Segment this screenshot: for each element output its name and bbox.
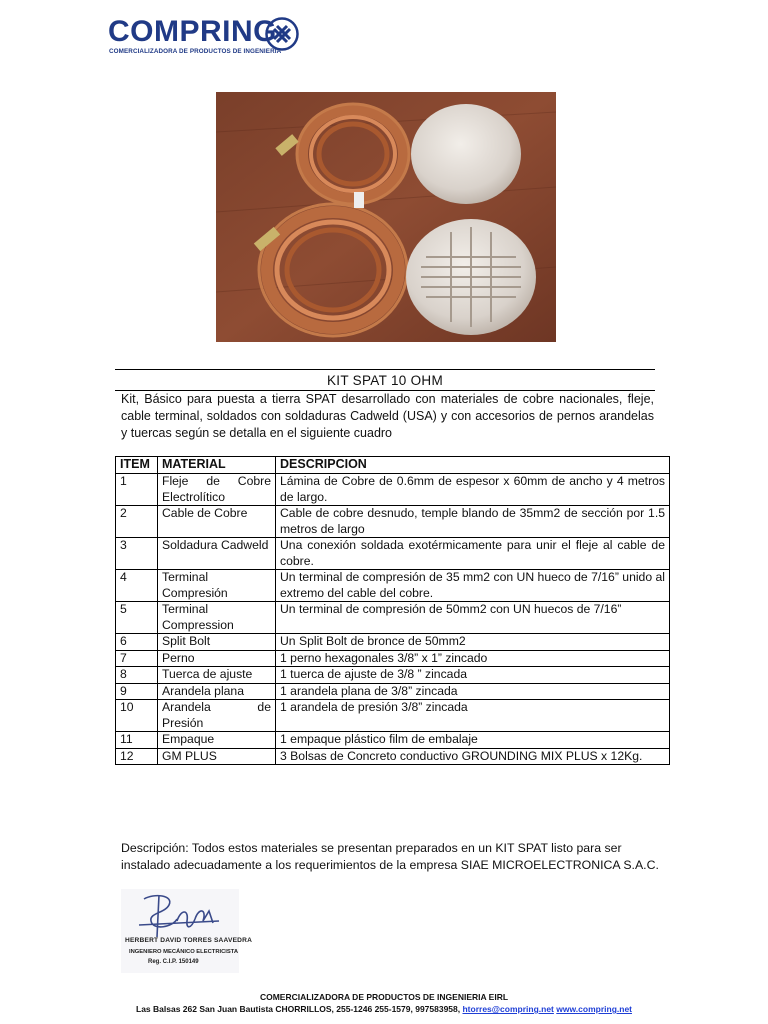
description-cell: 3 Bolsas de Concreto conductivo GROUNDING MIX PLUS x 12Kg. [276, 748, 670, 765]
table-header-row [116, 457, 670, 474]
description-cell: Lámina de Cobre de 0.6mm de espesor x 60mm de ancho y 4 metros de largo. [276, 474, 670, 506]
material-cell: GM PLUS [158, 748, 276, 765]
item-number-cell: 10 [116, 700, 158, 732]
stamp-registration: Reg. C.I.P. 150149 [148, 959, 199, 965]
description-cell: Una conexión soldada exotérmicamente para unir el fleje al cable de cobre. [276, 538, 670, 570]
table-row [116, 683, 670, 700]
header-descripcion: DESCRIPCION [276, 457, 670, 474]
material-cell: Perno [158, 650, 276, 667]
footer-company-name: COMERCIALIZADORA DE PRODUCTOS DE INGENIERIA EIRL [259, 992, 509, 1002]
table-row [116, 570, 670, 602]
header-item: ITEM [116, 457, 158, 474]
kit-title: KIT SPAT 10 OHM [326, 373, 444, 388]
footer-address-line [0, 1004, 768, 1014]
logo-knot-icon [265, 17, 299, 51]
table-row [116, 748, 670, 765]
table-row [116, 700, 670, 732]
kit-description: Kit, Básico para puesta a tierra SPAT desarrollado con materiales de cobre nacionales, fleje, cable terminal, soldados con soldaduras Cadweld (USA) y con accesorios de pernos arandelas y tuercas según se detalla en el siguiente cuadro [121, 392, 654, 440]
description-cell: Cable de cobre desnudo, temple blando de 35mm2 de sección por 1.5 metros de largo [276, 506, 670, 538]
footer-address: Las Balsas 262 San Juan Bautista CHORRILLOS, 255-1246 255-1579, 997583958, [136, 1004, 463, 1014]
signature-image [129, 891, 229, 941]
table-row [116, 667, 670, 684]
table-row [116, 634, 670, 651]
description-cell: 1 perno hexagonales 3/8” x 1” zincado [276, 650, 670, 667]
material-cell: Tuerca de ajuste [158, 667, 276, 684]
description-cell: Un terminal de compresión de 35 mm2 con UN hueco de 7/16” unido al extremo del cable del cobre. [276, 570, 670, 602]
logo-subtitle: COMERCIALIZADORA DE PRODUCTOS DE INGENIERÍA [109, 48, 282, 55]
description-cell: 1 arandela de presión 3/8” zincada [276, 700, 670, 732]
table-row [116, 538, 670, 570]
materials-table [115, 456, 670, 765]
item-number-cell: 6 [116, 634, 158, 651]
footer-website-link[interactable]: www.compring.net [556, 1004, 632, 1014]
table-row [116, 602, 670, 634]
material-cell: Cable de Cobre [158, 506, 276, 538]
description-cell: 1 empaque plástico film de embalaje [276, 732, 670, 749]
company-logo [108, 14, 308, 60]
description-cell: 1 tuerca de ajuste de 3/8 ” zincada [276, 667, 670, 684]
table-row [116, 732, 670, 749]
product-photo [216, 92, 556, 342]
stamp-title: INGENIERO MECÁNICO ELECTRICISTA [129, 949, 239, 955]
material-cell: Fleje de Cobre Electrolítico [158, 474, 276, 506]
item-number-cell: 3 [116, 538, 158, 570]
top-rule [115, 369, 655, 370]
stamp-name: HERBERT DAVID TORRES SAAVEDRA [125, 937, 253, 944]
material-cell: Split Bolt [158, 634, 276, 651]
item-number-cell: 5 [116, 602, 158, 634]
item-number-cell: 11 [116, 732, 158, 749]
item-number-cell: 2 [116, 506, 158, 538]
material-cell: Empaque [158, 732, 276, 749]
table-row [116, 474, 670, 506]
description-cell: Un terminal de compresión de 50mm2 con UN huecos de 7/16” [276, 602, 670, 634]
item-number-cell: 9 [116, 683, 158, 700]
material-cell: Terminal Compression [158, 602, 276, 634]
table-row [116, 506, 670, 538]
material-cell: Arandela plana [158, 683, 276, 700]
logo-wordmark: COMPRING [108, 15, 277, 48]
closing-description: Descripción: Todos estos materiales se presentan preparados en un KIT SPAT listo para ser instalado adecuadamente a los requerimientos de la empresa SIAE MICROELECTRONICA S.A.C. [121, 841, 659, 872]
signature-stamp [121, 889, 253, 973]
table-row [116, 650, 670, 667]
material-cell: Arandela de Presión [158, 700, 276, 732]
material-cell: Terminal Compresión [158, 570, 276, 602]
footer-email-link[interactable]: htorres@compring.net [462, 1004, 554, 1014]
description-cell: Un Split Bolt de bronce de 50mm2 [276, 634, 670, 651]
description-cell: 1 arandela plana de 3/8” zincada [276, 683, 670, 700]
item-number-cell: 12 [116, 748, 158, 765]
item-number-cell: 1 [116, 474, 158, 506]
item-number-cell: 4 [116, 570, 158, 602]
item-number-cell: 7 [116, 650, 158, 667]
item-number-cell: 8 [116, 667, 158, 684]
header-material: MATERIAL [158, 457, 276, 474]
material-cell: Soldadura Cadweld [158, 538, 276, 570]
